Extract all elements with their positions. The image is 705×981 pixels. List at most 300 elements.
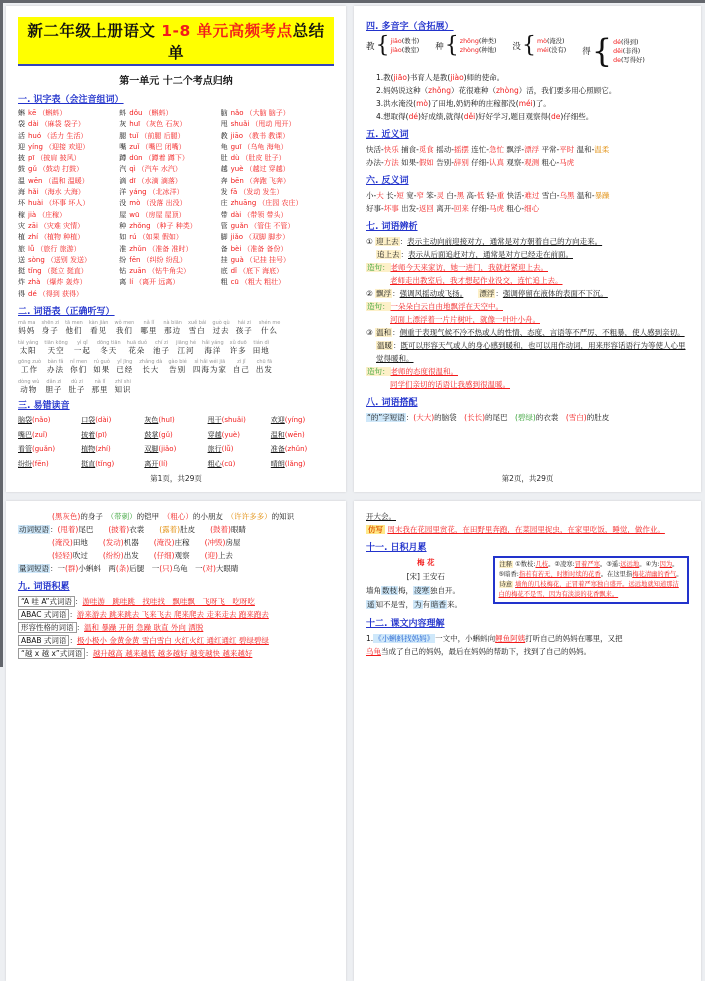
char-entry bbox=[221, 232, 334, 243]
text-segment: (发动) bbox=[102, 538, 124, 547]
text-segment: 来。 bbox=[447, 600, 462, 609]
text-segment: 高- bbox=[464, 191, 477, 200]
text-segment: （许许多多） bbox=[230, 512, 272, 521]
pinyin: lí bbox=[129, 278, 134, 287]
char: 钻 bbox=[119, 267, 127, 276]
word-item bbox=[188, 320, 206, 336]
page-4-thumbnail[interactable] bbox=[354, 501, 701, 981]
text-segment: 假如 bbox=[418, 158, 434, 167]
text-segment: 形容性格的词语 bbox=[18, 622, 77, 633]
text-segment: 轻- bbox=[484, 191, 497, 200]
text-line bbox=[366, 313, 689, 326]
char: 稼 bbox=[18, 210, 25, 219]
text-line bbox=[366, 556, 486, 570]
doc-title-text bbox=[18, 17, 334, 66]
text-segment: 。②凌寒: bbox=[548, 561, 575, 568]
word: (教书) bbox=[401, 38, 420, 45]
char: 教 bbox=[220, 131, 228, 140]
pinyin: zhí bbox=[28, 233, 39, 242]
word: 双脚 bbox=[144, 445, 159, 454]
word: 哪里 bbox=[140, 326, 158, 336]
text-segment: 数枝 bbox=[382, 586, 397, 595]
pinyin: huā duǒ bbox=[126, 339, 148, 346]
char-entry bbox=[119, 266, 220, 277]
page-1-footer: 第1页，共29页 bbox=[150, 474, 202, 483]
pinyin: guǎn bbox=[230, 221, 249, 230]
example-words: （迎接 欢迎） bbox=[44, 142, 90, 151]
pinyin: nà biān bbox=[163, 320, 182, 327]
text-segment: 漂浮 bbox=[524, 145, 540, 154]
char-entry bbox=[221, 277, 334, 288]
text-line bbox=[18, 647, 334, 660]
word: 鼓掌 bbox=[144, 430, 159, 439]
text-segment: 温和 bbox=[376, 328, 392, 337]
text-segment: 游哇游 跳哇跳 找哇找 飘哇飘 飞呀飞 吃呀吃 bbox=[82, 597, 255, 606]
word: 肚子 bbox=[68, 384, 86, 394]
char-entry bbox=[221, 255, 334, 266]
polyphone-group bbox=[366, 35, 419, 57]
text-segment: 温柔 bbox=[594, 145, 610, 154]
char: 披 bbox=[18, 154, 25, 163]
pinyin: zāi bbox=[28, 221, 38, 230]
text-segment: 大眼睛 bbox=[215, 564, 239, 573]
word: 办法 bbox=[47, 365, 65, 375]
text-line bbox=[18, 608, 334, 621]
char: 蚪 bbox=[119, 109, 127, 117]
text-segment: 急忙 bbox=[489, 145, 504, 154]
char: 备 bbox=[220, 244, 228, 253]
pinyin: (cū) bbox=[221, 459, 236, 468]
pinyin: zhòng bbox=[459, 47, 479, 54]
text-segment: 吹过 bbox=[72, 551, 103, 560]
word: 许多 bbox=[229, 345, 247, 355]
char-entry bbox=[221, 176, 334, 187]
text-segment: 因为 bbox=[659, 561, 673, 568]
char: 活 bbox=[18, 131, 25, 140]
text-segment: 河面上漂浮着一片片树叶，就像一叶叶小舟。 bbox=[390, 315, 540, 324]
word-item bbox=[202, 340, 224, 356]
pinyin: bēn bbox=[230, 176, 244, 185]
word: 雪白 bbox=[188, 326, 206, 336]
word-item bbox=[212, 320, 229, 336]
misread-entry bbox=[208, 429, 271, 443]
text-segment: 造句： bbox=[367, 367, 390, 376]
pinyin: huī bbox=[129, 120, 141, 129]
text-segment: 捕食- bbox=[398, 145, 419, 154]
pinyin: jiāo bbox=[230, 131, 244, 140]
example-words: （教书 教课） bbox=[245, 131, 290, 140]
char-entry bbox=[119, 210, 220, 221]
polyphone-group bbox=[512, 35, 566, 57]
text-segment: 游来游去 跳来跳去 飞来飞去 爬来爬去 走来走去 跑来跑去 bbox=[76, 610, 269, 619]
example-words: （甩动 甩开） bbox=[251, 120, 296, 129]
misread-entry bbox=[18, 443, 81, 457]
section-heading: 三. 易错读音 bbox=[18, 401, 70, 412]
word-item bbox=[68, 379, 85, 395]
text-segment: 衣裳 bbox=[129, 525, 160, 534]
text-segment: 雪白- bbox=[539, 191, 560, 200]
pinyin: dūn bbox=[129, 154, 143, 163]
text-segment: 。在这里指 bbox=[600, 571, 633, 578]
char-entry bbox=[18, 187, 119, 198]
text-segment: 窄 bbox=[416, 191, 424, 200]
text-segment: 乌黑 bbox=[559, 191, 575, 200]
text-segment: 1.教( bbox=[376, 73, 394, 82]
pinyin: mò bbox=[536, 38, 547, 45]
text-segment: 极小极小 金黄金黄 雪白雪白 火红火红 通红通红 碧绿碧绿 bbox=[76, 636, 269, 645]
word-item bbox=[163, 320, 182, 336]
word: 池子 bbox=[153, 345, 171, 355]
text-segment: 的知识 bbox=[271, 512, 295, 521]
word: (得到) bbox=[620, 38, 639, 46]
char: 粗 bbox=[220, 278, 228, 287]
text-segment: 尾巴 bbox=[78, 525, 109, 534]
example-words: （北冰洋） bbox=[148, 188, 184, 197]
text-segment: 老师走出教室后，我才想起作业没交，连忙追上去。 bbox=[390, 276, 563, 285]
char: 屋 bbox=[119, 210, 127, 219]
pinyin: bàn fǎ bbox=[47, 359, 64, 366]
section-heading: 八. 词语搭配 bbox=[366, 398, 418, 408]
example-words: （肚皮 肚子） bbox=[241, 154, 286, 163]
text-segment: 平常- bbox=[539, 145, 560, 154]
word-item bbox=[236, 320, 253, 336]
word: 花朵 bbox=[128, 345, 146, 355]
pinyin: guī bbox=[230, 142, 242, 151]
text-segment: (长长) bbox=[464, 413, 485, 422]
word: (写得好) bbox=[620, 56, 645, 64]
word-item bbox=[114, 379, 131, 395]
text-segment: (对) bbox=[202, 564, 216, 573]
text-segment: 独自开。 bbox=[430, 586, 460, 595]
pinyin: shēn zi bbox=[41, 320, 60, 327]
text-segment bbox=[463, 289, 478, 298]
pinyin: dōng tiān bbox=[96, 339, 121, 346]
text-segment: 一 bbox=[57, 564, 65, 573]
text-segment: děi bbox=[463, 112, 476, 121]
text-segment: 回来 bbox=[453, 204, 469, 213]
misread-entry bbox=[144, 443, 207, 457]
word-item bbox=[140, 320, 157, 336]
text-segment: 的小朋友 bbox=[192, 512, 231, 521]
text-segment: 迎上去 bbox=[376, 237, 399, 246]
text-segment: ： bbox=[74, 597, 83, 606]
text-segment: 灵 bbox=[436, 191, 444, 200]
text-segment: 既可以形容天气或人的身心感到暖和，也可以用作动词，用来形容话语行为等使人心里觉得暖和。 bbox=[376, 341, 686, 363]
word: 太阳 bbox=[19, 345, 37, 355]
text-line bbox=[18, 562, 334, 575]
pinyin: tǐng bbox=[28, 267, 42, 276]
text-segment: 好事- bbox=[366, 204, 384, 213]
text-segment: ： bbox=[392, 328, 400, 337]
text-segment: 温暖 bbox=[377, 341, 392, 350]
text-segment: 漂浮 bbox=[479, 289, 495, 298]
text-segment: 周末我在花园里赏花，在田野里奔跑，在菜园里捉虫，在家里吃饭，睡觉，做作业。 bbox=[387, 525, 665, 534]
text-segment: “越 x 越 x”式词语 bbox=[18, 648, 85, 659]
doc-title bbox=[18, 17, 334, 66]
word: (种类) bbox=[478, 38, 497, 45]
text-segment: 量词短语 bbox=[19, 564, 49, 573]
readings bbox=[460, 37, 497, 55]
word-item bbox=[127, 340, 147, 356]
word: 长大 bbox=[142, 365, 160, 375]
text-segment: 乌龟 bbox=[366, 647, 381, 656]
word: 穿越 bbox=[207, 430, 222, 439]
text-segment: méi bbox=[518, 99, 533, 108]
section-heading: 六. 反义词 bbox=[366, 176, 409, 186]
text-segment: (淹没) bbox=[153, 538, 175, 547]
word-item bbox=[259, 320, 281, 336]
text-segment: ： bbox=[69, 610, 77, 619]
pinyin: tā men bbox=[65, 320, 83, 327]
char-entry bbox=[221, 210, 334, 221]
text-segment: 认真 bbox=[489, 158, 504, 167]
char: 迎 bbox=[18, 142, 25, 151]
pinyin: de bbox=[613, 56, 621, 64]
char-entry bbox=[119, 232, 220, 243]
text-line bbox=[366, 570, 486, 584]
text-segment: 马虎 bbox=[489, 204, 504, 213]
text-segment: 短 bbox=[396, 191, 404, 200]
example-words: （水滴 滴落） bbox=[137, 176, 182, 185]
pinyin: nǐ men bbox=[70, 359, 88, 366]
page-2-content bbox=[366, 15, 689, 469]
pinyin: chí zi bbox=[155, 339, 168, 346]
text-segment: de bbox=[550, 112, 561, 121]
char: 温 bbox=[18, 176, 25, 185]
text-line bbox=[366, 339, 689, 365]
pinyin: hǎi yáng bbox=[202, 339, 224, 346]
text-segment: 表示从后面追赶对方，通常是对方已经走在前面。 bbox=[408, 250, 573, 259]
word: 准备 bbox=[270, 445, 285, 454]
section-heading: 十一. 日积月累 bbox=[366, 543, 427, 553]
text-line bbox=[366, 143, 689, 156]
example-words: （麻袋 袋子） bbox=[40, 120, 85, 129]
word: 如果 bbox=[93, 365, 111, 375]
word-item bbox=[44, 340, 67, 356]
word-item bbox=[70, 359, 87, 375]
text-line bbox=[366, 235, 689, 248]
text-segment: (黑灰色) bbox=[52, 512, 81, 521]
pinyin: (guǎn) bbox=[32, 445, 56, 454]
text-segment: 一 bbox=[151, 564, 160, 573]
word-row bbox=[18, 359, 334, 375]
pinyin: (wēn) bbox=[284, 430, 305, 439]
text-segment: 长- bbox=[383, 191, 397, 200]
text-segment: 2.妈妈说这种（ bbox=[376, 86, 429, 95]
text-segment: 快活- bbox=[366, 145, 384, 154]
text-segment: ③ bbox=[366, 328, 376, 337]
text-segment: (仔细) bbox=[153, 551, 175, 560]
text-segment: 温和- bbox=[574, 145, 595, 154]
readings bbox=[537, 37, 566, 55]
text-segment: 机器 bbox=[123, 538, 154, 547]
char-entry bbox=[119, 142, 220, 153]
word: 什么 bbox=[261, 326, 279, 336]
pinyin: kē bbox=[28, 109, 37, 117]
text-line bbox=[366, 510, 689, 523]
text-line bbox=[366, 110, 689, 123]
char: 灰 bbox=[119, 120, 127, 129]
reading bbox=[613, 47, 645, 56]
example-words: （纠纷 纷乱） bbox=[142, 255, 187, 264]
char: 准 bbox=[119, 244, 127, 253]
word-item bbox=[116, 359, 133, 375]
example-words: （灾难 灾情） bbox=[39, 221, 85, 230]
misread-entry bbox=[271, 429, 334, 443]
word: 四海为家 bbox=[192, 365, 227, 375]
char-table bbox=[18, 108, 334, 300]
pinyin: nǎo bbox=[230, 109, 244, 117]
text-segment: (碧绿) bbox=[515, 413, 536, 422]
example-words: （蝌蚪） bbox=[38, 109, 67, 117]
word: 嘴巴 bbox=[18, 430, 32, 439]
example-words: （离开 远离） bbox=[135, 278, 180, 287]
page-2-thumbnail[interactable] bbox=[354, 6, 701, 492]
misread-row bbox=[18, 414, 334, 428]
char: 脑 bbox=[220, 109, 228, 117]
char: 送 bbox=[18, 255, 25, 264]
word-item bbox=[97, 340, 121, 356]
example-words: （爆炸 轰炸） bbox=[42, 278, 87, 287]
text-segment: (群) bbox=[65, 564, 79, 573]
pinyin: (lǚ) bbox=[221, 445, 234, 454]
pinyin: bèi bbox=[230, 244, 242, 253]
pinyin: nà lǐ bbox=[94, 378, 106, 385]
example-words: （坏事 坏人） bbox=[45, 199, 90, 208]
text-line bbox=[366, 378, 689, 391]
example-words: （发动 发生） bbox=[239, 188, 284, 197]
word: 植物 bbox=[81, 445, 96, 454]
text-line bbox=[366, 645, 689, 658]
text-segment: 几枝 bbox=[535, 561, 549, 568]
example-words: （钻牛角尖） bbox=[148, 267, 191, 276]
pinyin: děi bbox=[613, 47, 623, 55]
pinyin: (fēn) bbox=[32, 459, 49, 468]
misread-entry bbox=[18, 414, 81, 428]
example-words: （送别 发送） bbox=[46, 255, 92, 264]
char: 龟 bbox=[220, 142, 228, 151]
text-segment: 离开- bbox=[433, 204, 454, 213]
text-segment: jiāo bbox=[393, 73, 407, 82]
text-line bbox=[366, 84, 689, 97]
example-words: （越过 穿越） bbox=[245, 165, 290, 174]
char-entry bbox=[221, 266, 334, 277]
pinyin: dǒu bbox=[129, 109, 143, 117]
pinyin: jià bbox=[28, 210, 37, 219]
word-item bbox=[176, 340, 196, 356]
word: 过去 bbox=[212, 326, 230, 336]
example-words: （没落 出没） bbox=[142, 199, 187, 208]
text-segment: 的肚皮 bbox=[586, 413, 610, 422]
text-segment: 返回 bbox=[418, 204, 434, 213]
char-entry bbox=[18, 153, 119, 164]
pinyin: (tǐng) bbox=[95, 459, 115, 468]
brace-glyph: { bbox=[375, 33, 390, 58]
section-heading: 二. 词语表（正确听写） bbox=[18, 307, 115, 318]
section-heading: 九. 词语积累 bbox=[18, 582, 70, 592]
misread-row bbox=[18, 443, 334, 457]
char: 海 bbox=[18, 188, 25, 197]
char-entry bbox=[221, 198, 334, 209]
text-segment: 《小蝌蚪找妈妈》 bbox=[374, 634, 435, 643]
misread-entry bbox=[81, 443, 144, 457]
text-segment: 的脑袋 bbox=[434, 413, 465, 422]
text-segment: 庄稼 bbox=[174, 538, 205, 547]
text-segment: （粗心） bbox=[166, 512, 193, 521]
example-words: （奔跑 飞奔） bbox=[245, 176, 290, 185]
text-segment: ： bbox=[399, 237, 408, 246]
text-segment: 侧重于表现气候不冷不热或人的性情、态度、言语等不严厉、不粗暴，使人感到亲切。 bbox=[399, 328, 685, 337]
text-segment: 墙角 bbox=[366, 586, 381, 595]
pinyin: dù bbox=[230, 154, 240, 163]
char-entry bbox=[18, 119, 119, 130]
text-segment: 温和 暴躁 开朗 急躁 耿直 外向 洒脱 bbox=[84, 623, 204, 632]
section-heading: 七. 词语辨析 bbox=[366, 222, 418, 232]
word-item bbox=[91, 379, 108, 395]
text-segment: 总结单 bbox=[167, 22, 325, 62]
word-item bbox=[168, 359, 187, 375]
pinyin: dī bbox=[129, 176, 136, 185]
text-segment: 造句： bbox=[367, 263, 390, 272]
char-entry bbox=[221, 131, 334, 142]
char-entry bbox=[18, 210, 119, 221]
readings bbox=[613, 38, 645, 65]
char: 庄 bbox=[220, 199, 228, 208]
page-1-content bbox=[18, 15, 334, 469]
page-1-thumbnail[interactable] bbox=[6, 6, 346, 492]
example-words: （房屋 屋顶） bbox=[141, 210, 186, 219]
page-3-thumbnail[interactable] bbox=[6, 501, 346, 981]
char: 种 bbox=[435, 42, 444, 52]
text-segment: ： bbox=[392, 289, 400, 298]
text-segment: ABAC 式词语 bbox=[18, 609, 69, 620]
pinyin: xuě bái bbox=[187, 320, 207, 327]
pinyin: (zhí) bbox=[95, 445, 111, 454]
text-segment: 宽- bbox=[403, 191, 417, 200]
pinyin: (lǎng) bbox=[284, 459, 306, 468]
text-segment: 观察- bbox=[504, 158, 525, 167]
misread-entry bbox=[271, 443, 334, 457]
page-3-content bbox=[18, 510, 334, 973]
text-segment: 打听自己的妈妈在哪里，又把 bbox=[525, 634, 623, 643]
text-segment: 重 bbox=[496, 191, 505, 200]
word: 工作 bbox=[21, 365, 39, 375]
pinyin: xǔ duō bbox=[229, 339, 247, 346]
word-item bbox=[45, 379, 62, 395]
word-item bbox=[139, 359, 162, 375]
text-segment: 强调风摇动或飞扬。 bbox=[399, 289, 464, 298]
example-words: （准备 备份） bbox=[243, 244, 288, 253]
pinyin: dài bbox=[230, 210, 242, 219]
pinyin: dǎn zi bbox=[46, 378, 62, 385]
text-segment: ABAB 式词语 bbox=[18, 635, 69, 646]
pinyin: lǚ bbox=[28, 244, 35, 253]
example-words: （蹲着 蹲下） bbox=[144, 154, 189, 163]
example-words: （乌龟 海龟） bbox=[243, 142, 288, 151]
text-segment: (迎) bbox=[204, 551, 218, 560]
char-entry bbox=[221, 244, 334, 255]
text-segment: 越升越高 越来越低 越多越好 越变越快 越来越好 bbox=[92, 649, 253, 658]
text-line bbox=[18, 595, 334, 608]
word: 告别 bbox=[169, 365, 187, 375]
text-segment: 上去 bbox=[217, 551, 233, 560]
word-row bbox=[18, 320, 334, 336]
word: 孩子 bbox=[235, 326, 253, 336]
char-entry bbox=[119, 176, 220, 187]
pinyin: (yíng) bbox=[284, 416, 306, 425]
char: 没 bbox=[119, 199, 127, 208]
word: 纷纷 bbox=[18, 459, 32, 468]
